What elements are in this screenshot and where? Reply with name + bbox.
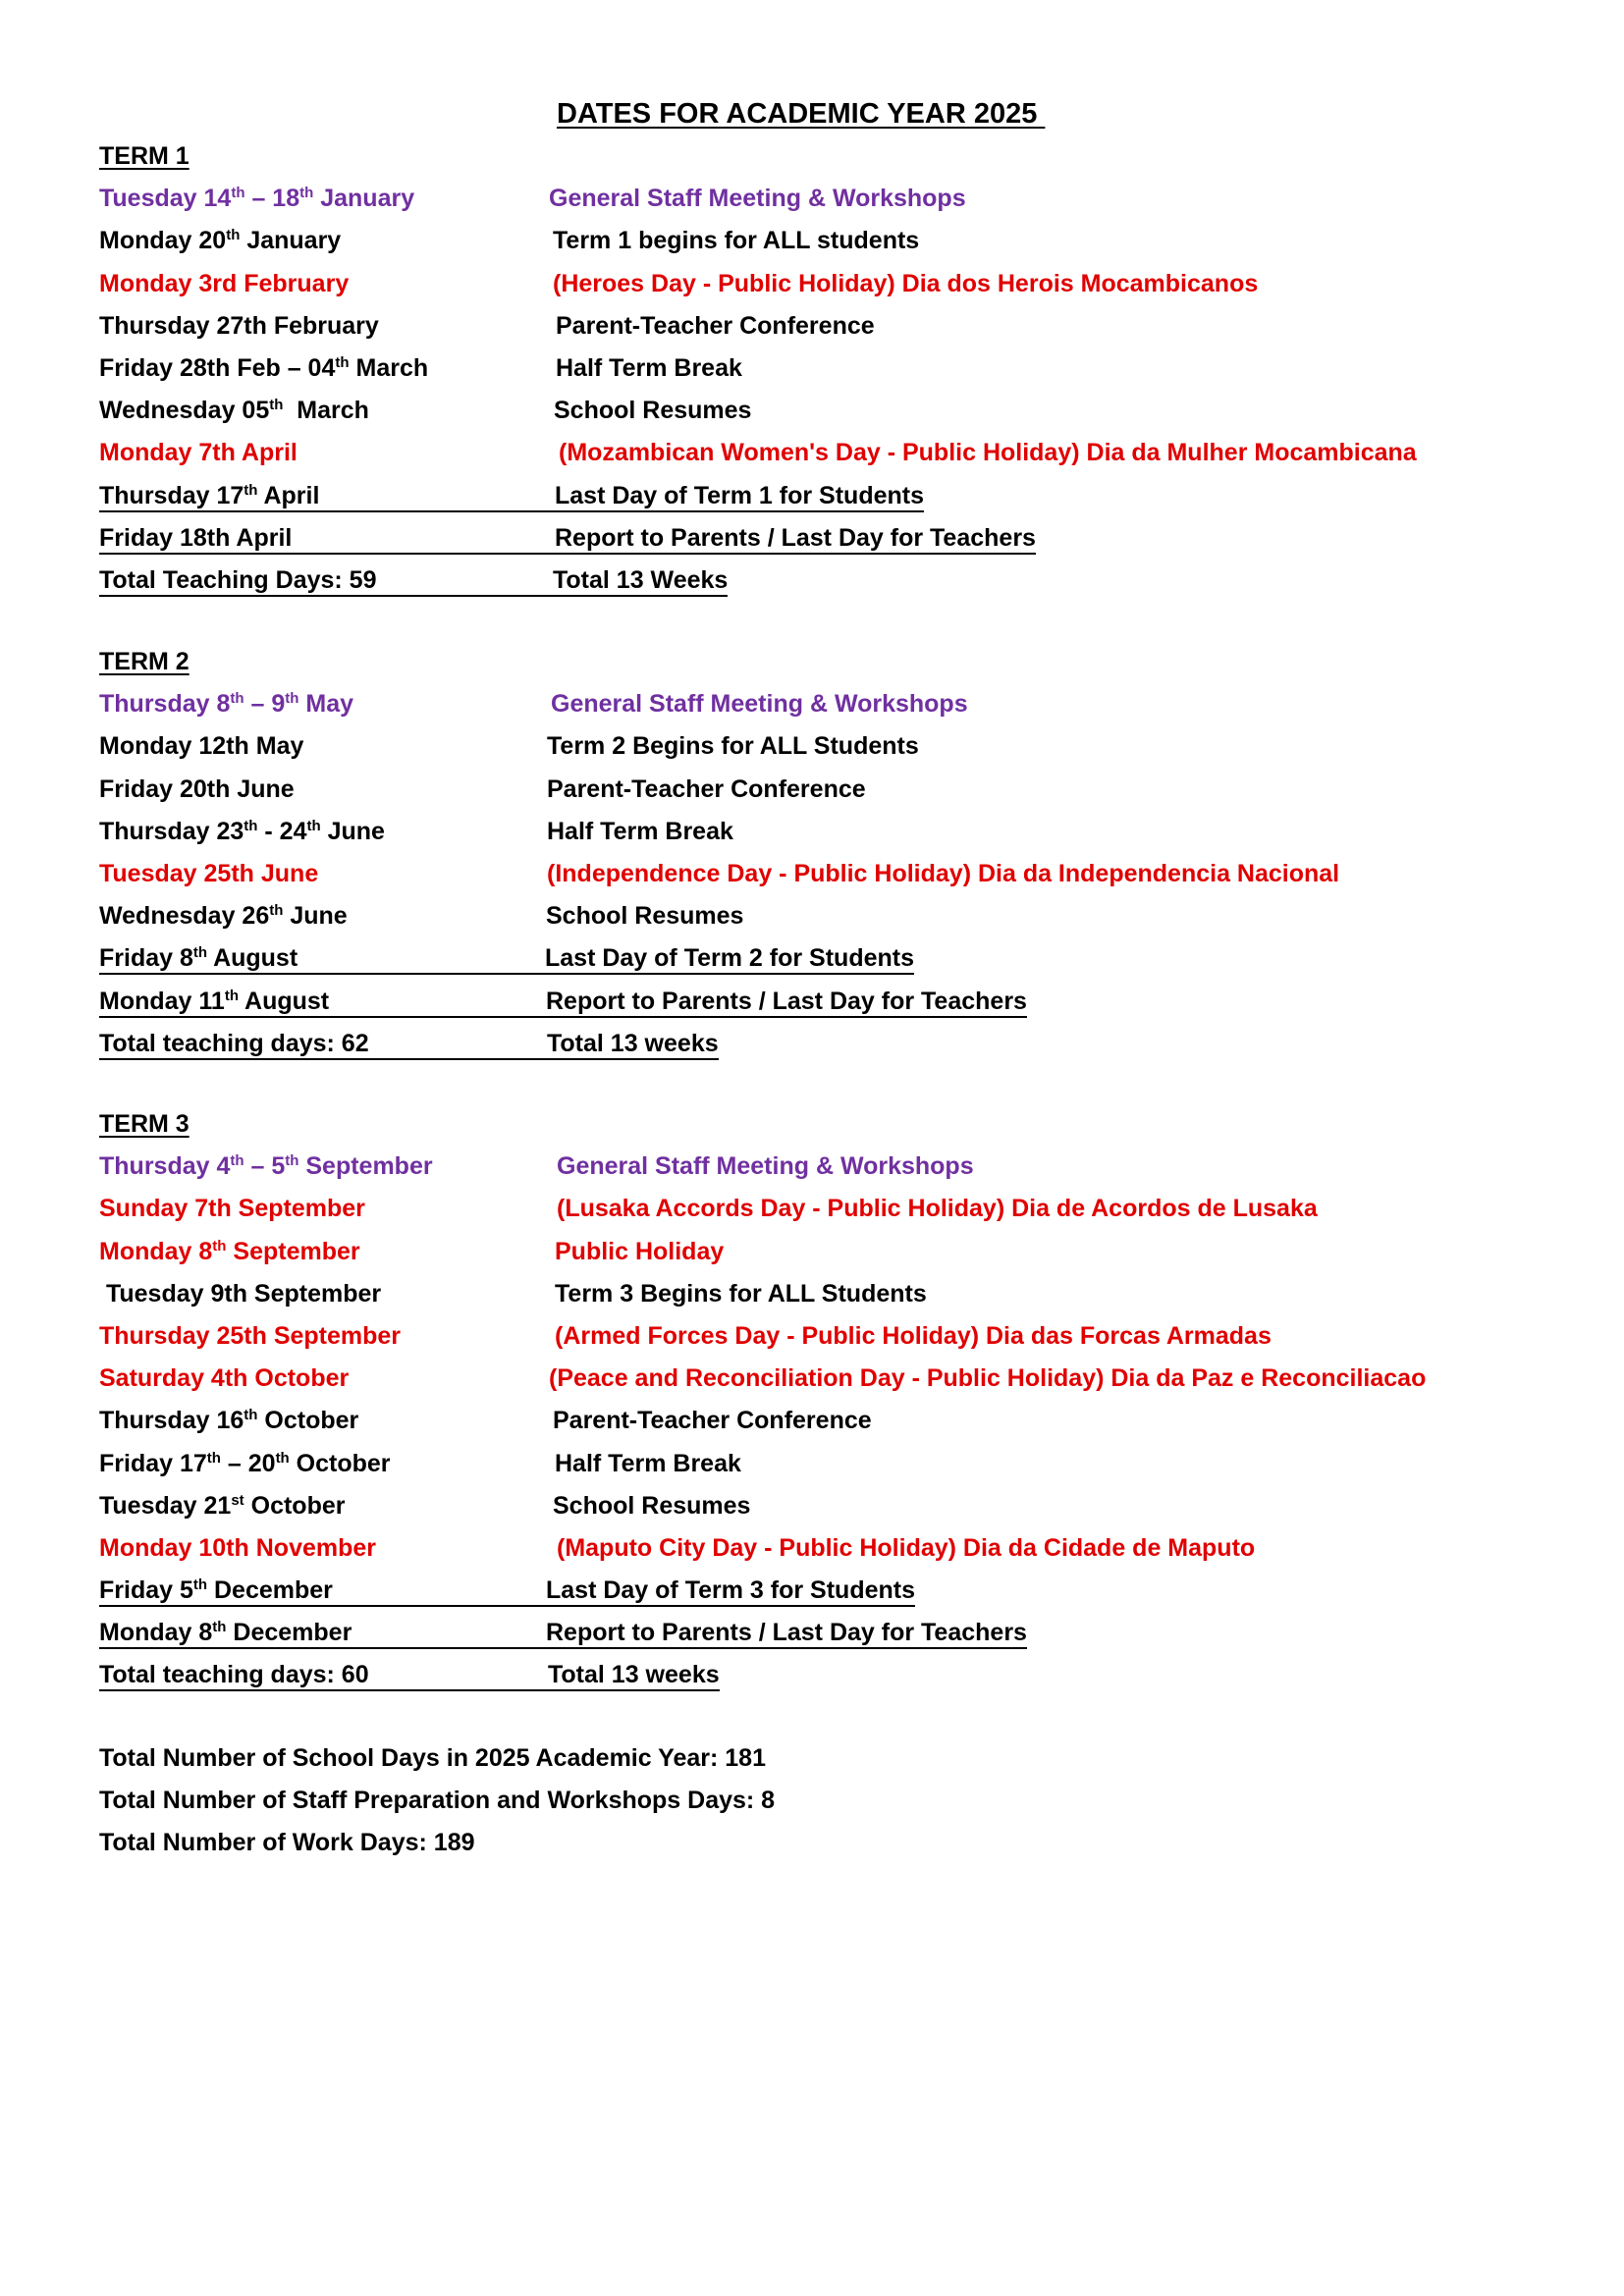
date-text: Tuesday 9th September	[99, 1279, 382, 1308]
date-text: Tuesday 21	[99, 1491, 232, 1520]
date-text: January	[313, 185, 415, 213]
date-text: Thursday 25th September	[99, 1321, 402, 1350]
date-cell	[99, 1400, 358, 1442]
event-cell: (Maputo City Day - Public Holiday) Dia da Cidade de Maputo	[557, 1533, 1256, 1562]
event-cell: General Staff Meeting & Workshops	[551, 690, 968, 719]
calendar-row	[99, 178, 966, 220]
date-text: Friday 8	[99, 944, 193, 973]
date-text: Sunday 7th September	[99, 1195, 365, 1223]
date-text: Thursday 23	[99, 817, 244, 845]
event-cell: Half Term Break	[547, 817, 733, 845]
term-2-section	[99, 641, 1340, 1065]
ordinal-suffix: th	[244, 817, 258, 834]
term-heading: TERM 1	[99, 142, 189, 170]
ordinal-suffix: th	[335, 353, 350, 371]
date-text: Total teaching days: 60	[99, 1661, 369, 1689]
calendar-row	[99, 1527, 1256, 1570]
ordinal-suffix: th	[306, 817, 321, 834]
calendar-row	[99, 725, 919, 768]
ordinal-suffix: th	[226, 227, 241, 244]
underline-rule	[99, 1058, 719, 1060]
event-cell: School Resumes	[554, 397, 752, 425]
event-cell: Half Term Break	[556, 353, 742, 382]
ordinal-suffix: th	[192, 1576, 208, 1594]
date-cell	[99, 305, 379, 347]
underline-rule	[99, 1605, 915, 1607]
event-cell: Total 13 weeks	[547, 1029, 719, 1057]
date-cell	[99, 390, 369, 432]
ordinal-suffix: th	[285, 1152, 299, 1170]
date-text: January	[240, 227, 342, 255]
date-cell	[99, 1188, 365, 1230]
event-cell: Term 3 Begins for ALL Students	[555, 1279, 927, 1308]
calendar-row	[99, 895, 744, 937]
date-text: December	[207, 1576, 333, 1605]
date-cell	[99, 725, 303, 768]
date-text: Monday 11	[99, 987, 225, 1015]
event-cell: Public Holiday	[555, 1237, 725, 1265]
date-text: – 20	[220, 1449, 276, 1477]
calendar-row	[99, 1188, 1318, 1230]
event-cell: (Peace and Reconciliation Day - Public Holiday) Dia da Paz e Reconciliacao	[549, 1364, 1427, 1393]
calendar-row	[99, 1315, 1272, 1358]
calendar-row-underlined	[99, 560, 729, 602]
event-cell: Parent-Teacher Conference	[553, 1407, 872, 1435]
date-text: June	[283, 902, 348, 931]
event-cell: (Lusaka Accords Day - Public Holiday) Dia de Acordos de Lusaka	[557, 1195, 1318, 1223]
date-cell	[99, 263, 349, 305]
calendar-row-underlined	[99, 1654, 720, 1696]
event-cell: Report to Parents / Last Day for Teachers	[546, 987, 1027, 1015]
date-text: October	[244, 1491, 346, 1520]
event-cell: School Resumes	[553, 1491, 751, 1520]
date-cell	[99, 1485, 345, 1527]
ordinal-suffix: th	[230, 690, 244, 708]
event-cell: Last Day of Term 1 for Students	[555, 481, 924, 509]
underline-rule	[99, 1689, 720, 1691]
date-text: Tuesday 14	[99, 185, 232, 213]
event-cell: Half Term Break	[555, 1449, 741, 1477]
calendar-row	[99, 1231, 725, 1273]
calendar-row	[99, 220, 920, 262]
calendar-row	[99, 811, 733, 853]
event-cell: Last Day of Term 3 for Students	[546, 1576, 915, 1605]
date-text: October	[289, 1449, 391, 1477]
date-text: Total teaching days: 62	[99, 1029, 369, 1057]
date-cell	[99, 178, 414, 220]
date-text: – 9	[244, 690, 286, 719]
date-text: Thursday 27th February	[99, 311, 379, 340]
event-cell: Term 2 Begins for ALL Students	[547, 732, 919, 761]
date-text: Monday 10th November	[99, 1533, 377, 1562]
date-cell	[99, 811, 385, 853]
event-cell: Total 13 weeks	[548, 1661, 720, 1689]
calendar-row-underlined	[99, 1612, 1027, 1654]
date-cell	[99, 1273, 381, 1315]
date-text: October	[257, 1407, 359, 1435]
date-cell	[99, 1527, 376, 1570]
date-text: – 5	[244, 1152, 286, 1181]
date-cell	[99, 769, 295, 811]
date-text: June	[320, 817, 385, 845]
date-text: - 24	[257, 817, 307, 845]
date-text: Friday 28th Feb – 04	[99, 353, 336, 382]
ordinal-suffix: th	[212, 1619, 227, 1636]
calendar-row	[99, 1400, 872, 1442]
date-text: Monday 3rd February	[99, 269, 350, 297]
ordinal-suffix: th	[244, 481, 258, 499]
date-cell	[99, 220, 341, 262]
event-cell: Total 13 Weeks	[553, 565, 729, 594]
underline-rule	[99, 510, 924, 512]
calendar-row	[99, 1146, 974, 1188]
ordinal-suffix: st	[231, 1491, 244, 1509]
date-text: Monday 7th April	[99, 439, 298, 467]
date-text: Thursday 4	[99, 1152, 231, 1181]
date-text: April	[257, 481, 320, 509]
calendar-row	[99, 390, 752, 432]
date-cell	[99, 1146, 433, 1188]
event-cell: (Independence Day - Public Holiday) Dia da Independencia Nacional	[547, 859, 1340, 887]
date-text: March	[349, 353, 429, 382]
event-cell: (Mozambican Women's Day - Public Holiday) Dia da Mulher Mocambicana	[559, 439, 1417, 467]
date-cell	[99, 1315, 401, 1358]
calendar-row	[99, 1485, 751, 1527]
ordinal-suffix: th	[285, 690, 299, 708]
ordinal-suffix: th	[269, 397, 284, 414]
date-text: Wednesday 26	[99, 902, 270, 931]
ordinal-suffix: th	[244, 1407, 258, 1424]
date-text: August	[239, 987, 330, 1015]
date-text: Friday 5	[99, 1576, 193, 1605]
underline-rule	[99, 1647, 1027, 1649]
date-text: Wednesday 05	[99, 397, 270, 425]
event-cell: General Staff Meeting & Workshops	[549, 185, 966, 213]
date-text: – 18	[244, 185, 300, 213]
event-cell: Report to Parents / Last Day for Teachers	[546, 1619, 1027, 1647]
date-text: May	[298, 690, 354, 719]
event-cell: Report to Parents / Last Day for Teachers	[555, 523, 1036, 552]
date-text: Monday 20	[99, 227, 227, 255]
calendar-row-underlined	[99, 981, 1027, 1023]
date-text: Monday 12th May	[99, 732, 304, 761]
ordinal-suffix: th	[269, 902, 284, 920]
date-cell	[99, 1443, 391, 1485]
calendar-row	[99, 263, 1259, 305]
calendar-row-underlined	[99, 475, 924, 517]
ordinal-suffix: th	[224, 987, 239, 1004]
event-cell: (Heroes Day - Public Holiday) Dia dos Herois Mocambicanos	[553, 269, 1259, 297]
calendar-row	[99, 305, 875, 347]
ordinal-suffix: th	[231, 185, 245, 202]
calendar-row-underlined	[99, 1023, 719, 1065]
date-cell	[99, 683, 353, 725]
date-text: September	[298, 1152, 433, 1181]
calendar-row-underlined	[99, 517, 1036, 560]
ordinal-suffix: th	[299, 185, 314, 202]
date-cell	[99, 347, 428, 390]
date-text: September	[226, 1237, 360, 1265]
underline-rule	[99, 1016, 1027, 1018]
event-cell: (Armed Forces Day - Public Holiday) Dia das Forcas Armadas	[555, 1321, 1272, 1350]
calendar-row	[99, 853, 1340, 895]
date-text: March	[283, 397, 369, 425]
date-text: Thursday 16	[99, 1407, 244, 1435]
calendar-row	[99, 1358, 1427, 1400]
term-heading: TERM 2	[99, 648, 189, 675]
event-cell: General Staff Meeting & Workshops	[557, 1152, 974, 1181]
event-cell: Parent-Teacher Conference	[547, 774, 866, 803]
date-text: Monday 8	[99, 1619, 213, 1647]
term-1-section	[99, 135, 1417, 602]
date-text: Tuesday 25th June	[99, 859, 319, 887]
event-cell: Last Day of Term 2 for Students	[545, 944, 914, 973]
date-text: Friday 20th June	[99, 774, 295, 803]
date-text: Saturday 4th October	[99, 1364, 350, 1393]
ordinal-suffix: th	[212, 1237, 227, 1255]
date-text: Thursday 17	[99, 481, 244, 509]
term-heading: TERM 3	[99, 1110, 189, 1138]
page-title: DATES FOR ACADEMIC YEAR 2025	[557, 98, 1046, 130]
date-text: Friday 17	[99, 1449, 207, 1477]
calendar-row	[99, 683, 968, 725]
calendar-row	[99, 769, 866, 811]
date-cell	[99, 1358, 349, 1400]
calendar-row-underlined	[99, 937, 914, 980]
date-text: Thursday 8	[99, 690, 231, 719]
calendar-row	[99, 347, 742, 390]
calendar-row	[99, 1443, 741, 1485]
date-cell	[99, 853, 318, 895]
date-text: December	[226, 1619, 352, 1647]
event-cell: Term 1 begins for ALL students	[553, 227, 920, 255]
underline-rule	[99, 595, 728, 597]
ordinal-suffix: th	[192, 944, 208, 962]
date-cell	[99, 1231, 360, 1273]
calendar-row-underlined	[99, 1570, 915, 1612]
underline-rule	[99, 973, 914, 975]
ordinal-suffix: th	[275, 1449, 290, 1467]
date-text: Total Teaching Days: 59	[99, 565, 377, 594]
event-cell: Parent-Teacher Conference	[556, 311, 875, 340]
date-cell	[99, 432, 298, 474]
date-text: Friday 18th April	[99, 523, 293, 552]
date-text: August	[207, 944, 298, 973]
event-cell: School Resumes	[546, 902, 744, 931]
term-3-section	[99, 1103, 1427, 1697]
ordinal-suffix: th	[230, 1152, 244, 1170]
calendar-row	[99, 1273, 927, 1315]
ordinal-suffix: th	[206, 1449, 221, 1467]
date-cell	[99, 895, 348, 937]
date-text: Monday 8	[99, 1237, 213, 1265]
calendar-row	[99, 432, 1417, 474]
underline-rule	[99, 553, 1036, 555]
